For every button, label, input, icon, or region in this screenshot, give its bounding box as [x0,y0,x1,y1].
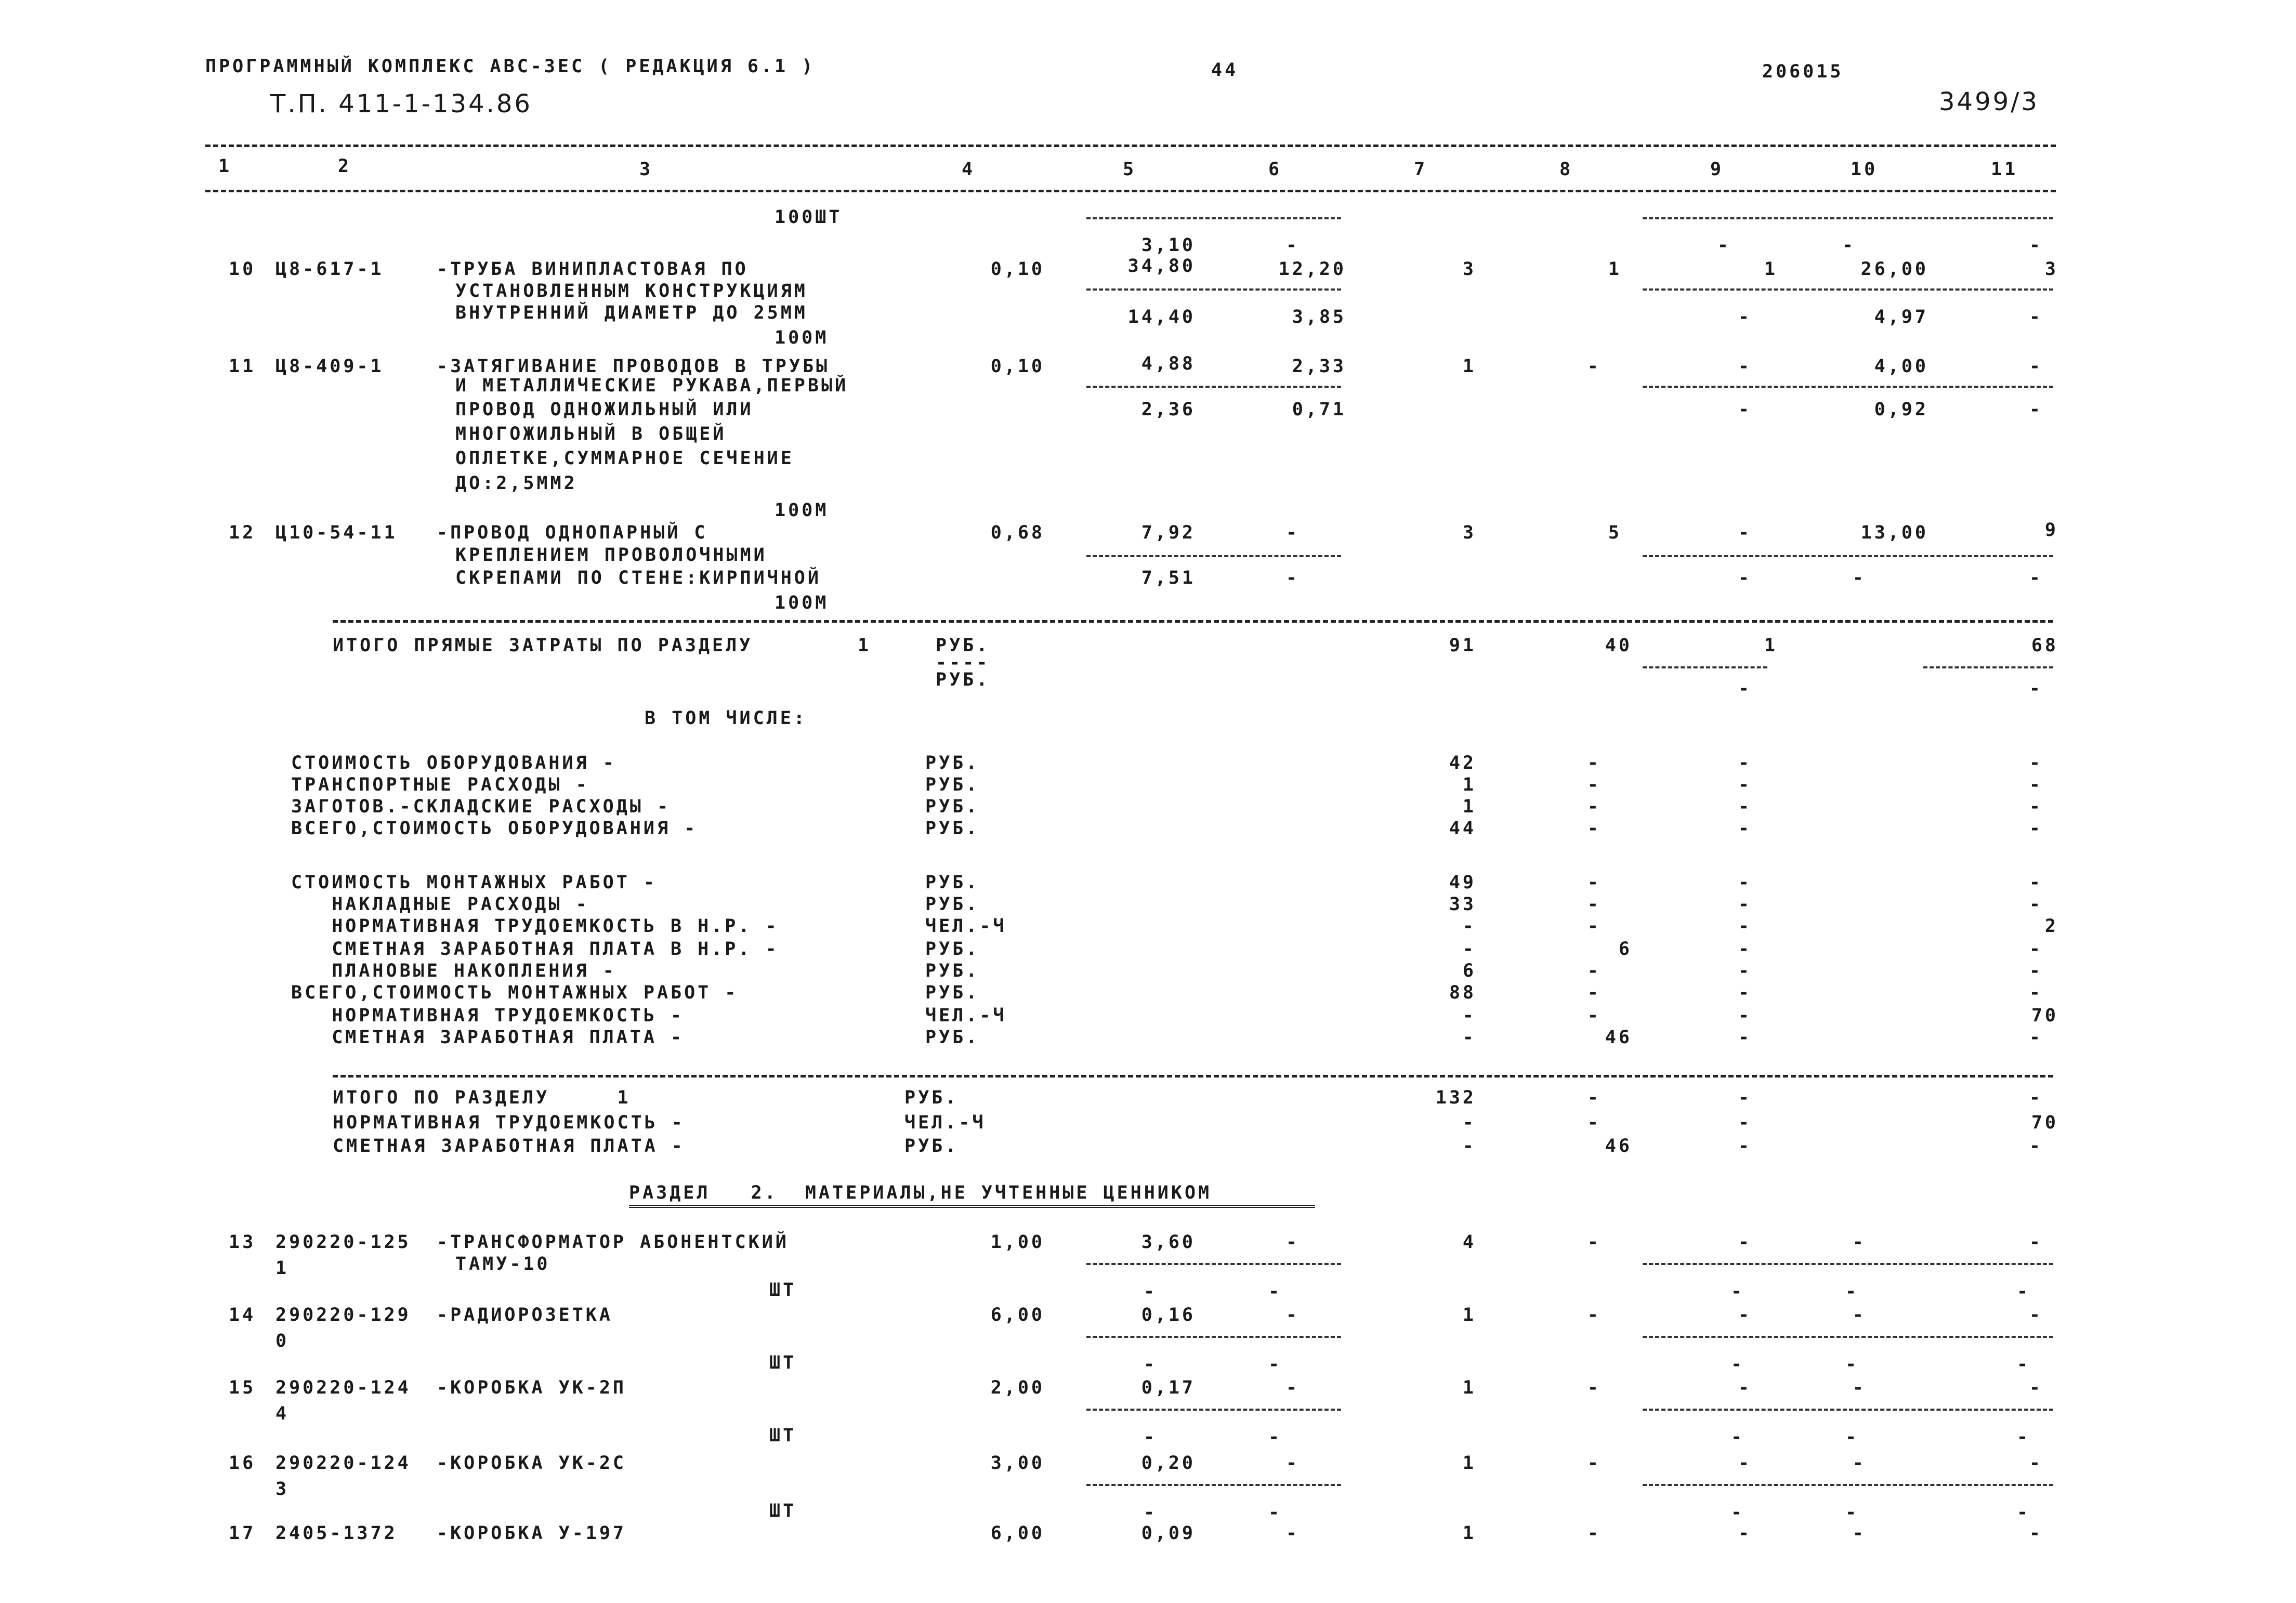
unit-label: ШТ [769,1280,797,1300]
summary-col11: - [2029,872,2043,893]
section-total-col8: - [1587,1087,1601,1108]
row-10-col6-b: 12,20 [1278,259,1346,280]
section-total-unit: РУБ. [904,1136,959,1157]
summary-col7: - [1462,1027,1476,1048]
row-10-col6-c: 3,85 [1292,307,1346,327]
summary-unit: РУБ. [925,939,980,960]
material-col6: - [1285,1453,1300,1474]
row-10-name: УСТАНОВЛЕННЫМ КОНСТРУКЦИЯМ [455,281,808,301]
material-col9: - [1738,1232,1752,1253]
material-code: 290220-124 [275,1453,411,1474]
summary-label: СМЕТНАЯ ЗАРАБОТНАЯ ПЛАТА В Н.Р. - [291,939,779,960]
summary-col11: - [2029,753,2043,773]
summary-col9: - [1738,894,1752,915]
material-number: 17 [229,1523,256,1544]
material-dash: - [2017,1354,2031,1375]
separator [1643,1336,2053,1338]
row-10-col6-a: - [1285,235,1300,256]
material-dash: - [1144,1427,1158,1448]
column-header-11: 11 [1991,159,2018,180]
row-12-col7: 3 [1462,522,1476,543]
separator [333,1075,2053,1078]
material-price: 3,60 [1141,1232,1196,1253]
summary-label: ЗАГОТОВ.-СКЛАДСКИЕ РАСХОДЫ - [291,796,671,817]
material-price: 0,09 [1141,1523,1196,1544]
material-col6: - [1285,1377,1300,1398]
separator [1923,666,2053,668]
material-code: 2405-1372 [275,1523,398,1544]
material-col7: 1 [1462,1523,1476,1544]
summary-label: НАКЛАДНЫЕ РАСХОДЫ - [291,894,589,915]
unit-label: 100М [775,327,829,348]
section-total-label: СМЕТНАЯ ЗАРАБОТНАЯ ПЛАТА - [333,1136,685,1157]
material-col11: - [2029,1232,2043,1253]
total-direct-unit-2: РУБ. [936,669,990,690]
row-12-col6-b: - [1285,568,1300,588]
row-11-col10-b: 0,92 [1874,399,1928,420]
section-total-col11: - [2029,1087,2043,1108]
summary-unit: РУБ. [925,1027,980,1048]
row-11-col9-a: - [1738,356,1752,377]
material-name: -ТРАНСФОРМАТОР АБОНЕНТСКИЙ [437,1232,789,1253]
material-dash: - [1268,1354,1282,1375]
material-code: 290220-129 [275,1305,411,1325]
row-10-col9-c: - [1738,307,1752,327]
summary-col11: - [2029,796,2043,817]
separator [1643,666,1767,668]
separator [1086,1263,1341,1265]
separator [205,190,2056,192]
summary-col7: 42 [1449,753,1476,773]
separator [1643,1263,2053,1265]
material-dash: - [1268,1502,1282,1523]
row-12-col9-b: - [1738,568,1752,588]
total-direct-section: 1 [858,635,872,656]
material-name: -РАДИОРОЗЕТКА [437,1305,613,1325]
row-12-col10-b: - [1852,568,1866,588]
summary-col11: - [2029,818,2043,839]
column-header-6: 6 [1268,159,1282,180]
row-10-col11-c: - [2029,307,2043,327]
row-12-col5-a: 7,92 [1141,522,1196,543]
row-11-col7: 1 [1462,356,1476,377]
material-col7: 1 [1462,1377,1476,1398]
summary-col9: - [1738,916,1752,937]
summary-unit: РУБ. [925,894,980,915]
separator [1643,1409,2053,1411]
program-title: ПРОГРАММНЫЙ КОМПЛЕКС АВС-3ЕС ( РЕДАКЦИЯ 6.1 ) [205,56,816,77]
summary-col9: - [1738,872,1752,893]
row-12-col11-b: - [2029,568,2043,588]
material-dash: - [2017,1281,2031,1302]
row-10-name: -ТРУБА ВИНИПЛАСТОВАЯ ПО [437,259,749,280]
column-header-8: 8 [1559,159,1573,180]
material-col9: - [1738,1305,1752,1325]
row-12-col11-a: 9 [2044,520,2058,541]
separator [1086,288,1341,291]
material-dash: - [1731,1427,1745,1448]
summary-label: ВСЕГО,СТОИМОСТЬ МОНТАЖНЫХ РАБОТ - [291,982,739,1003]
section-total-unit: ЧЕЛ.-Ч [904,1112,986,1133]
row-10-name: ВНУТРЕННИЙ ДИАМЕТР ДО 25ММ [455,303,808,323]
summary-col11: 70 [2031,1005,2058,1026]
row-11-col10-a: 4,00 [1874,356,1928,377]
material-dash: - [1731,1502,1745,1523]
material-name: -КОРОБКА У-197 [437,1523,627,1544]
section-total-col8: 46 [1605,1136,1632,1157]
summary-label: СМЕТНАЯ ЗАРАБОТНАЯ ПЛАТА - [291,1027,685,1048]
row-10-col9-a: - [1717,235,1731,256]
summary-col11: 2 [2044,916,2058,937]
material-col7: 4 [1462,1232,1476,1253]
row-11-code: Ц8-409-1 [275,356,384,377]
material-col8: - [1587,1305,1601,1325]
summary-col7: 49 [1449,872,1476,893]
material-dash: - [1268,1427,1282,1448]
material-dash: - [1845,1427,1859,1448]
summary-label: ПЛАНОВЫЕ НАКОПЛЕНИЯ - [291,961,616,981]
section-2-title: РАЗДЕЛ 2. МАТЕРИАЛЫ,НЕ УЧТЕННЫЕ ЦЕННИКОМ [629,1182,1212,1203]
row-12-number: 12 [229,522,256,543]
summary-unit: РУБ. [925,872,980,893]
row-10-code: Ц8-617-1 [275,259,384,280]
summary-col9: - [1738,753,1752,773]
row-11-quantity: 0,10 [990,356,1045,377]
total-direct-dash: ---- [936,652,990,673]
row-11-col9-b: - [1738,399,1752,420]
separator [1643,1484,2053,1486]
row-10-col10-c: 4,97 [1874,307,1928,327]
summary-col9: - [1738,774,1752,795]
material-col10: - [1852,1453,1866,1474]
row-11-col5-b: 2,36 [1141,399,1196,420]
material-code-suffix: 1 [275,1258,290,1279]
separator [1643,217,2053,219]
row-11-name: ОПЛЕТКЕ,СУММАРНОЕ СЕЧЕНИЕ [455,448,794,469]
summary-col8: - [1587,818,1601,839]
section-total-col7: 132 [1435,1087,1476,1108]
section-total-col9: - [1738,1087,1752,1108]
summary-col7: - [1462,1005,1476,1026]
row-12-col8: 5 [1608,522,1622,543]
material-quantity: 2,00 [990,1377,1045,1398]
material-col8: - [1587,1377,1601,1398]
row-12-code: Ц10-54-11 [275,522,398,543]
section-total-col11: - [2029,1136,2043,1157]
material-col11: - [2029,1305,2043,1325]
total-direct-unit: РУБ. [936,635,990,656]
tp-number: Т.П. 411-1-134.86 [270,89,532,119]
material-number: 16 [229,1453,256,1474]
summary-col9: - [1738,1027,1752,1048]
unit-label: ШТ [769,1425,797,1446]
summary-col8: 6 [1618,939,1632,960]
column-header-7: 7 [1414,159,1428,180]
summary-col11: - [2029,774,2043,795]
material-quantity: 6,00 [990,1523,1045,1544]
material-code: 290220-124 [275,1377,411,1398]
material-number: 14 [229,1305,256,1325]
separator [205,144,2056,147]
summary-col8: - [1587,982,1601,1003]
material-col8: - [1587,1453,1601,1474]
separator [1086,386,1341,388]
column-header-4: 4 [962,159,976,180]
section-total-col11: 70 [2031,1112,2058,1133]
summary-unit: РУБ. [925,818,980,839]
material-dash: - [2017,1502,2031,1523]
material-dash: - [1144,1281,1158,1302]
column-header-5: 5 [1123,159,1137,180]
separator [1086,217,1341,219]
separator [1643,386,2053,388]
row-12-name: -ПРОВОД ОДНОПАРНЫЙ С [437,522,708,543]
material-number: 15 [229,1377,256,1398]
row-10-col11-b: 3 [2044,259,2058,280]
summary-col11: - [2029,939,2043,960]
row-10-quantity: 0,10 [990,259,1045,280]
document-code: 206015 [1762,61,1844,82]
material-dash: - [1144,1502,1158,1523]
material-col11: - [2029,1377,2043,1398]
material-code-suffix: 0 [275,1331,290,1351]
summary-col11: - [2029,961,2043,981]
material-col6: - [1285,1523,1300,1544]
row-11-col11-a: - [2029,356,2043,377]
row-10-col11-a: - [2029,235,2043,256]
material-price: 0,17 [1141,1377,1196,1398]
section-total-label: НОРМАТИВНАЯ ТРУДОЕМКОСТЬ - [333,1112,685,1133]
unit-label: 100М [775,593,829,613]
row-11-col6-b: 0,71 [1292,399,1346,420]
section-total-unit: РУБ. [904,1087,959,1108]
summary-col7: 1 [1462,774,1476,795]
summary-col11: - [2029,894,2043,915]
including-label: В ТОМ ЧИСЛЕ: [645,708,807,729]
row-10-col10-b: 26,00 [1860,259,1928,280]
row-11-col8: - [1587,356,1601,377]
row-10-col10-a: - [1842,235,1856,256]
summary-label: ТРАНСПОРТНЫЕ РАСХОДЫ - [291,774,589,795]
separator [1086,1409,1341,1411]
material-col11: - [2029,1523,2043,1544]
material-price: 0,20 [1141,1453,1196,1474]
material-quantity: 3,00 [990,1453,1045,1474]
column-header-2: 2 [338,156,352,177]
summary-col7: 88 [1449,982,1476,1003]
material-dash: - [1731,1354,1745,1375]
row-10-col7: 3 [1462,259,1476,280]
separator [333,620,2053,623]
material-dash: - [1268,1281,1282,1302]
material-quantity: 1,00 [990,1232,1045,1253]
summary-label: СТОИМОСТЬ МОНТАЖНЫХ РАБОТ - [291,872,657,893]
summary-col7: 44 [1449,818,1476,839]
unit-label: ШТ [769,1352,797,1373]
material-quantity: 6,00 [990,1305,1045,1325]
summary-col8: - [1587,961,1601,981]
section-total-label: ИТОГО ПО РАЗДЕЛУ 1 [333,1087,631,1108]
separator [1086,1484,1341,1486]
summary-col9: - [1738,818,1752,839]
material-dash: - [1845,1502,1859,1523]
material-price: 0,16 [1141,1305,1196,1325]
summary-col7: 1 [1462,796,1476,817]
section-total-col9: - [1738,1112,1752,1133]
summary-col8: - [1587,872,1601,893]
material-col8: - [1587,1232,1601,1253]
material-col9: - [1738,1377,1752,1398]
material-col10: - [1852,1305,1866,1325]
row-10-number: 10 [229,259,256,280]
summary-col9: - [1738,1005,1752,1026]
material-col8: - [1587,1523,1601,1544]
page-number: 44 [1211,60,1239,81]
summary-col8: - [1587,1005,1601,1026]
material-col9: - [1738,1453,1752,1474]
summary-col8: - [1587,796,1601,817]
row-12-name: КРЕПЛЕНИЕМ ПРОВОЛОЧНЫМИ [455,545,767,566]
material-name: ТАМУ-10 [455,1254,550,1274]
material-dash: - [1731,1281,1745,1302]
row-12-name: СКРЕПАМИ ПО СТЕНЕ:КИРПИЧНОЙ [455,568,821,588]
summary-unit: РУБ. [925,753,980,773]
total-direct-col11-b: - [2029,678,2043,699]
summary-label: НОРМАТИВНАЯ ТРУДОЕМКОСТЬ - [291,1005,685,1026]
row-12-col9-a: - [1738,522,1752,543]
summary-col7: 6 [1462,961,1476,981]
material-name: -КОРОБКА УК-2С [437,1453,627,1474]
row-10-col5-a: 3,10 [1141,235,1196,256]
material-col10: - [1852,1523,1866,1544]
unit-label: 100М [775,500,829,521]
material-col7: 1 [1462,1453,1476,1474]
row-11-name: ПРОВОД ОДНОЖИЛЬНЫЙ ИЛИ [455,399,754,420]
summary-col8: - [1587,916,1601,937]
row-12-col5-b: 7,51 [1141,568,1196,588]
row-11-number: 11 [229,356,256,377]
row-11-name: ДО:2,5ММ2 [455,473,578,494]
separator [1643,288,2053,291]
section-total-col7: - [1462,1112,1476,1133]
material-code-suffix: 3 [275,1479,290,1500]
section-total-col8: - [1587,1112,1601,1133]
summary-col11: - [2029,982,2043,1003]
row-11-name: МНОГОЖИЛЬНЫЙ В ОБЩЕЙ [455,424,727,444]
material-number: 13 [229,1232,256,1253]
material-col10: - [1852,1377,1866,1398]
summary-unit: РУБ. [925,982,980,1003]
summary-col9: - [1738,961,1752,981]
archive-number: 3499/3 [1939,87,2039,116]
separator [1086,555,1341,557]
row-11-col6-a: 2,33 [1292,356,1346,377]
material-dash: - [1144,1354,1158,1375]
material-dash: - [2017,1427,2031,1448]
total-direct-col7: 91 [1449,635,1476,656]
summary-col8: 46 [1605,1027,1632,1048]
section-total-col9: - [1738,1136,1752,1157]
summary-col9: - [1738,982,1752,1003]
row-10-col5-b: 34,80 [1127,256,1196,277]
total-direct-col11: 68 [2031,635,2058,656]
material-col9: - [1738,1523,1752,1544]
total-direct-col9: 1 [1764,635,1778,656]
row-12-col10-a: 13,00 [1860,522,1928,543]
material-name: -КОРОБКА УК-2П [437,1377,627,1398]
summary-label: ВСЕГО,СТОИМОСТЬ ОБОРУДОВАНИЯ - [291,818,698,839]
material-dash: - [1845,1354,1859,1375]
summary-col8: - [1587,894,1601,915]
summary-unit: ЧЕЛ.-Ч [925,916,1007,937]
summary-col7: - [1462,939,1476,960]
row-12-quantity: 0,68 [990,522,1045,543]
separator [1086,1336,1341,1338]
summary-col9: - [1738,939,1752,960]
total-direct-col8: 40 [1605,635,1632,656]
summary-label: НОРМАТИВНАЯ ТРУДОЕМКОСТЬ В Н.Р. - [291,916,779,937]
summary-col11: - [2029,1027,2043,1048]
total-direct-label: ИТОГО ПРЯМЫЕ ЗАТРАТЫ ПО РАЗДЕЛУ [333,635,753,656]
row-11-name: И МЕТАЛЛИЧЕСКИЕ РУКАВА,ПЕРВЫЙ [455,375,849,396]
summary-col7: 33 [1449,894,1476,915]
row-11-col5-a: 4,88 [1141,353,1196,374]
summary-label: СТОИМОСТЬ ОБОРУДОВАНИЯ - [291,753,616,773]
material-col6: - [1285,1305,1300,1325]
unit-label: ШТ [769,1501,797,1521]
section-total-col7: - [1462,1136,1476,1157]
summary-col8: - [1587,774,1601,795]
material-code: 290220-125 [275,1232,411,1253]
column-header-3: 3 [639,159,653,180]
row-10-col9-b: 1 [1764,259,1778,280]
column-header-9: 9 [1710,159,1724,180]
summary-col9: - [1738,796,1752,817]
separator [1643,555,2053,557]
row-10-col8: 1 [1608,259,1622,280]
unit-label: 100ШТ [775,207,843,228]
material-dash: - [1845,1281,1859,1302]
row-10-col5-c: 14,40 [1127,307,1196,327]
row-11-col11-b: - [2029,399,2043,420]
title-underline [629,1205,1315,1208]
row-12-col6-a: - [1285,522,1300,543]
column-header-10: 10 [1851,159,1878,180]
material-code-suffix: 4 [275,1403,290,1424]
summary-col7: - [1462,916,1476,937]
material-col11: - [2029,1453,2043,1474]
material-col7: 1 [1462,1305,1476,1325]
summary-unit: ЧЕЛ.-Ч [925,1005,1007,1026]
row-11-name: -ЗАТЯГИВАНИЕ ПРОВОДОВ В ТРУБЫ [437,356,830,377]
material-col10: - [1852,1232,1866,1253]
material-col6: - [1285,1232,1300,1253]
summary-unit: РУБ. [925,796,980,817]
column-header-1: 1 [218,156,232,177]
summary-col8: - [1587,753,1601,773]
summary-unit: РУБ. [925,774,980,795]
total-direct-col9-b: - [1738,678,1752,699]
summary-unit: РУБ. [925,961,980,981]
